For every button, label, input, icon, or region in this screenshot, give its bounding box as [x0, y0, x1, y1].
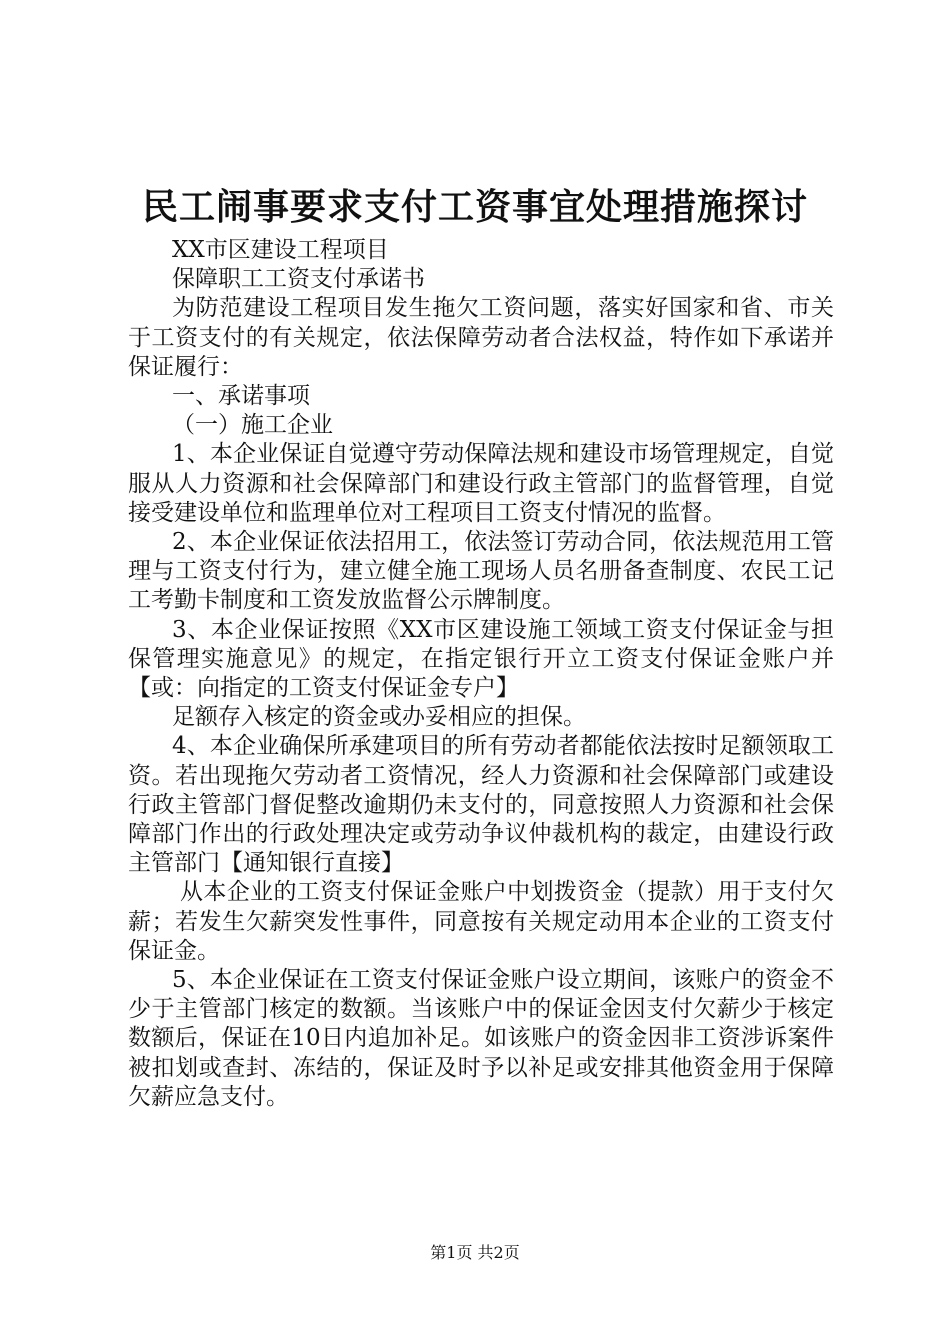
paragraph-pledge-title: 保障职工工资支付承诺书	[172, 266, 425, 293]
paragraph-item-2: 2、本企业保证依法招用工，依法签订劳动合同，依法规范用工管理与工资支付行为，建立健全施工现场人员名册备查制度、农民工记工考勤卡制度和工资发放监督公示牌制度。	[128, 529, 834, 614]
paragraph-item-1: 1、本企业保证自觉遵守劳动保障法规和建设市场管理规定，自觉服从人力资源和社会保障部门和建设行政主管部门的监督管理，自觉接受建设单位和监理单位对工程项目工资支付情况的监督。	[128, 441, 834, 526]
paragraph-item-4-continued: 从本企业的工资支付保证金账户中划拨资金（提款）用于支付欠薪；若发生欠薪突发性事件，同意按有关规定动用本企业的工资支付保证金。	[128, 879, 834, 964]
paragraph-project-name: XX市区建设工程项目	[172, 237, 389, 263]
paragraph-item-4: 4、本企业确保所承建项目的所有劳动者都能依法按时足额领取工资。若出现拖欠劳动者工资情况，经人力资源和社会保障部门或建设行政主管部门督促整改逾期仍未支付的，同意按照人力资源和社会保障部门作出的行政处理决定或劳动争议仲裁机构的裁定，由建设行政主管部门【通知银行直接】	[128, 733, 834, 877]
heading-pledge-items: 一、承诺事项	[172, 383, 310, 410]
paragraph-intro: 为防范建设工程项目发生拖欠工资问题，落实好国家和省、市关于工资支付的有关规定，依法保障劳动者合法权益，特作如下承诺并保证履行：	[128, 295, 834, 380]
paragraph-item-5: 5、本企业保证在工资支付保证金账户设立期间，该账户的资金不少于主管部门核定的数额。当该账户中的保证金因支付欠薪少于核定数额后，保证在10日内追加补足。如该账户的资金因非工资涉诉案件被扣划或查封、冻结的，保证及时予以补足或安排其他资金用于保障欠薪应急支付。	[128, 967, 834, 1110]
page-number-footer: 第1页 共2页	[430, 1243, 520, 1262]
paragraph-item-3-continued: 足额存入核定的资金或办妥相应的担保。	[172, 704, 586, 731]
document-body	[128, 236, 834, 1112]
document-title: 民工闹事要求支付工资事宜处理措施探讨	[141, 186, 808, 228]
paragraph-item-3: 3、本企业保证按照《XX市区建设施工领域工资支付保证金与担保管理实施意见》的规定，在指定银行开立工资支付保证金账户并【或：向指定的工资支付保证金专户】	[128, 616, 834, 702]
heading-construction-enterprise: （一）施工企业	[172, 412, 333, 439]
